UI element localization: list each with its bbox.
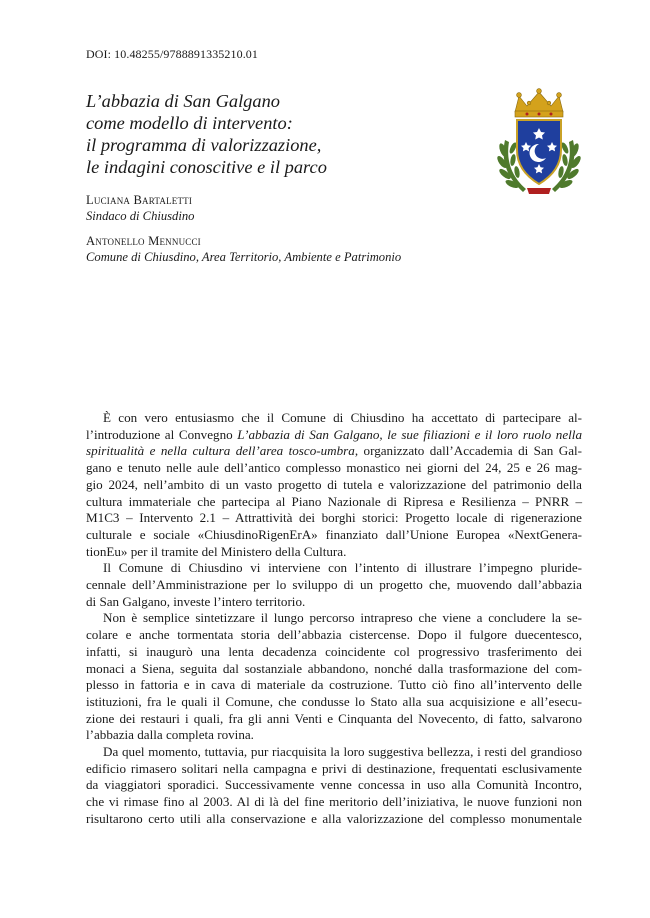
author-role: Comune di Chiusdino, Area Territorio, Ambiente e Patrimonio (86, 250, 402, 264)
convegno-title: L’abbazia di San Galgano, le sue filiazioni e il loro ruolo nella (237, 426, 582, 442)
text-span: , organizzato dall’Accademia di San Gal- (354, 443, 582, 459)
coat-of-arms-icon (493, 88, 585, 200)
paragraph (86, 610, 582, 744)
author-name: Antonello Mennucci (86, 234, 201, 248)
text-line: istituzioni, fra le quali il Comune, che condusse lo Stato alla sua acquisizione e all’esecu- (86, 693, 582, 709)
text-span: l’introduzione al Convegno (86, 426, 238, 442)
text-line: che vi rimase fino al 2003. Al di là del fine meritorio dell’iniziativa, le nuove funzioni non (86, 794, 582, 810)
text-line: risultarono certo utili alla conservazione e alla valorizzazione del complesso monumentale (86, 810, 582, 826)
title-line: il programma di valorizzazione, (86, 135, 322, 155)
text-line: tionEu» per il tramite del Ministero della Cultura. (86, 543, 347, 559)
body-text (86, 410, 582, 828)
text-line (86, 443, 582, 460)
text-line: gano e tenuto nelle aule dell’antico complesso monastico nei giorni del 24, 25 e 26 mag- (86, 460, 582, 476)
text-line: da viaggiatori sporadici. Successivamente venne concessa in uso alla Comunità Incontro, (86, 777, 582, 793)
text-line: È con vero entusiasmo che il Comune di Chiusdino ha accettato di partecipare al- (103, 410, 582, 425)
text-line: l’abbazia dalla completa rovina. (86, 727, 254, 743)
convegno-title-cont: spiritualità e nella cultura dell’area tosco-umbra (86, 443, 355, 459)
doi-line: DOI: 10.48255/9788891335210.01 (86, 47, 258, 61)
text-line: monaci a Siena, seguita dal sostanziale abbandono, nonché dalla trasformazione del com- (86, 660, 582, 676)
text-line: culturale e sociale «ChiusdinoRigenErA» finanziato dall’Unione Europea «NextGenera- (86, 526, 582, 542)
author-block (86, 233, 401, 265)
paragraph (86, 410, 582, 560)
text-line: edificio rimasero solitari nella campagna e privi di destinazione, frequentati esclusivamente (86, 760, 582, 776)
text-line: Non è semplice sintetizzare il lungo percorso intrapreso che viene a concludere la se- (103, 610, 582, 626)
text-line: Il Comune di Chiusdino vi interviene con l’intento di illustrare l’impegno pluride- (103, 560, 582, 576)
title-line: le indagini conoscitive e il parco (86, 157, 327, 177)
text-line: M1C3 – Intervento 2.1 – Attrattività dei borghi storici: Progetto locale di rigenerazione (86, 510, 582, 526)
text-line: Da quel momento, tuttavia, pur riacquisita la loro suggestiva bellezza, i resti del grandioso (103, 744, 582, 760)
text-line: cennale dell’Amministrazione per lo sviluppo di un progetto che, muovendo dall’abbazia (86, 577, 582, 593)
paragraph (86, 744, 582, 828)
text-line: infatti, si inaugurò una lenta decadenza coincidente col progressivo trasferimento dei (86, 643, 582, 659)
article-title (86, 90, 466, 178)
text-line: di San Galgano, investe l’intero territorio. (86, 593, 306, 609)
text-line: gio 2024, nell’ambito di un vasto progetto di tutela e valorizzazione del patrimonio della (86, 476, 582, 492)
text-line: zione dei restauri i quali, fra gli anni Venti e Cinquanta del Novecento, di fatto, salvarono (86, 710, 582, 726)
title-line: L’abbazia di San Galgano (86, 91, 280, 111)
title-line: come modello di intervento: (86, 113, 293, 133)
text-line (86, 427, 582, 444)
text-line: cultura immateriale che partecipa al Piano Nazionale di Ripresa e Resilienza – PNRR – (86, 493, 582, 509)
paragraph (86, 560, 582, 610)
text-line: plesso in fattoria e in cava di materiale da costruzione. Tutto ciò fino all’intervento delle (86, 677, 582, 693)
text-line: colare e anche tormentata storia dell’abbazia cistercense. Dopo il fulgore duecentesco, (86, 627, 582, 643)
author-name: Luciana Bartaletti (86, 193, 193, 207)
author-role: Sindaco di Chiusdino (86, 209, 195, 223)
author-block (86, 192, 194, 224)
